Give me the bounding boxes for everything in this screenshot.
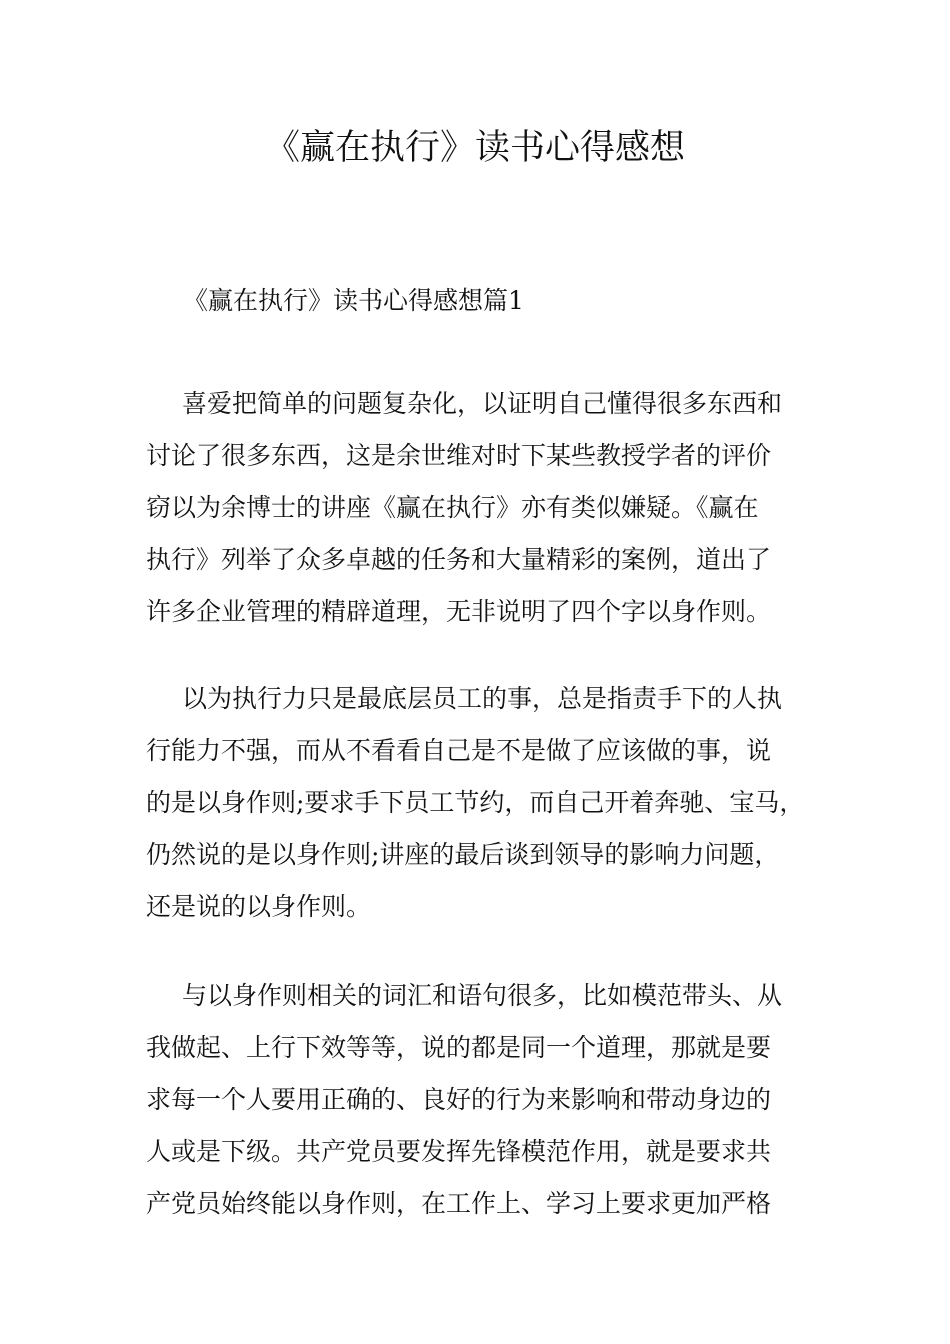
paragraph-line: 还是说的以身作则。 bbox=[146, 892, 372, 921]
paragraph-line: 喜爱把简单的问题复杂化，以证明自己懂得很多东西和 bbox=[182, 389, 783, 418]
paragraph-line: 求每一个人要用正确的、良好的行为来影响和带动身边的 bbox=[146, 1085, 772, 1114]
paragraph-line: 执行》列举了众多卓越的任务和大量精彩的案例，道出了 bbox=[146, 545, 772, 574]
section-heading: 《赢在执行》读书心得感想篇1 bbox=[183, 286, 524, 315]
paragraph-line: 讨论了很多东西，这是余世维对时下某些教授学者的评价 bbox=[146, 441, 772, 470]
paragraph-2 bbox=[146, 673, 816, 933]
paragraph-line: 许多企业管理的精辟道理，无非说明了四个字以身作则。 bbox=[146, 597, 772, 626]
paragraph-line: 产党员始终能以身作则，在工作上、学习上要求更加严格 bbox=[146, 1189, 772, 1218]
paragraph-line: 窃以为余博士的讲座《赢在执行》亦有类似嫌疑。《赢在 bbox=[146, 493, 759, 522]
paragraph-line: 行能力不强，而从不看看自己是不是做了应该做的事，说 bbox=[146, 736, 772, 765]
paragraph-1 bbox=[146, 378, 816, 638]
paragraph-line: 我做起、上行下效等等，说的都是同一个道理，那就是要 bbox=[146, 1033, 772, 1062]
paragraph-line: 与以身作则相关的词汇和语句很多，比如模范带头、从 bbox=[182, 981, 783, 1010]
paragraph-line: 人或是下级。共产党员要发挥先锋模范作用，就是要求共 bbox=[146, 1137, 772, 1166]
paragraph-line: 的是以身作则;要求手下员工节约，而自己开着奔驰、宝马， bbox=[146, 788, 805, 817]
paragraph-3 bbox=[146, 970, 816, 1230]
document-title: 《赢在执行》读书心得感想 bbox=[264, 128, 685, 168]
paragraph-line: 仍然说的是以身作则;讲座的最后谈到领导的影响力问题， bbox=[146, 840, 780, 869]
paragraph-line: 以为执行力只是最底层员工的事，总是指责手下的人执 bbox=[182, 684, 783, 713]
